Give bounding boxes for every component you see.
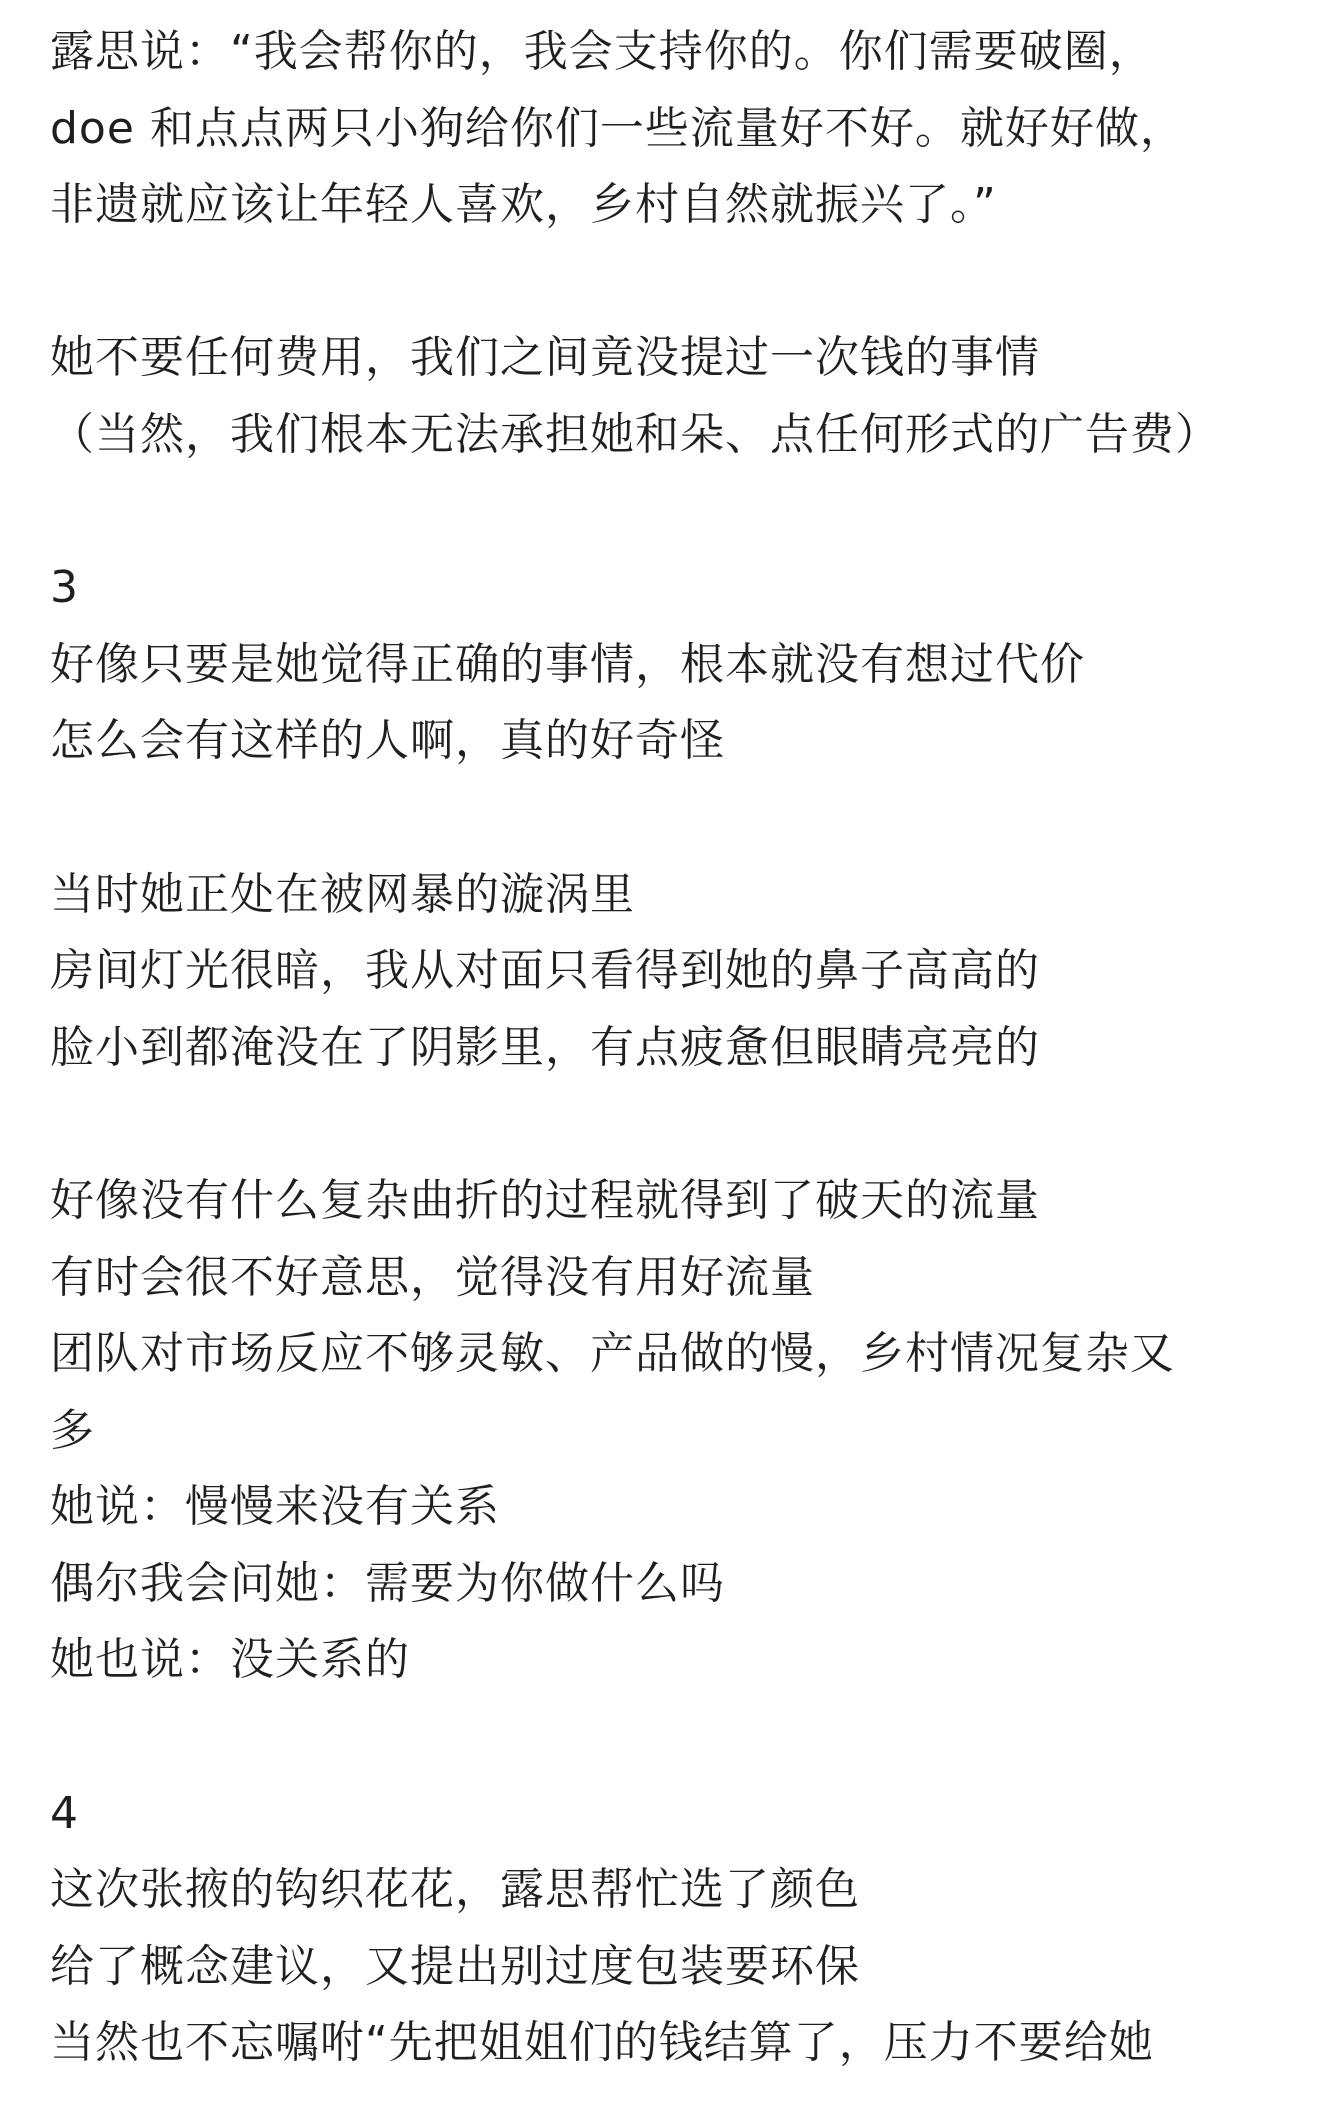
article-body	[50, 14, 1290, 2082]
paragraph-gap	[50, 780, 1290, 857]
text-line: 她说：慢慢来没有关系	[50, 1481, 500, 1533]
text-line: 给了概念建议，又提出别过度包装要环保	[50, 1940, 860, 1992]
text-line: 露思说：“我会帮你的，我会支持你的。你们需要破圈，	[50, 26, 1154, 77]
paragraph-no-fee	[50, 320, 1290, 473]
text-line: 团队对市场反应不够灵敏、产品做的慢，乡村情况复杂又	[50, 1328, 1175, 1380]
text-line: 非遗就应该让年轻人喜欢，乡村自然就振兴了。”	[50, 179, 997, 231]
section-number: 3	[50, 562, 79, 614]
text-line: 这次张掖的钩织花花，露思帮忙选了颜色	[50, 1864, 860, 1916]
text-line: 她不要任何费用，我们之间竟没提过一次钱的事情	[50, 332, 1040, 384]
text-line: 多	[50, 1404, 95, 1456]
text-line: 当然也不忘嘱咐“先把姐姐们的钱结算了，压力不要给她	[50, 2017, 1154, 2069]
paragraph-room	[50, 857, 1290, 1087]
paragraph-gap	[50, 474, 1290, 551]
section-4	[50, 1776, 1290, 2082]
text-line: 有时会很不好意思，觉得没有用好流量	[50, 1251, 815, 1303]
paragraph-quote	[50, 14, 1290, 244]
section-3	[50, 550, 1290, 780]
text-line: 她也说：没关系的	[50, 1634, 410, 1686]
text-line: （当然，我们根本无法承担她和朵、点任何形式的广告费）	[50, 408, 1220, 460]
text-line: 当时她正处在被网暴的漩涡里	[50, 868, 635, 920]
paragraph-gap	[50, 1699, 1290, 1776]
text-line: 偶尔我会问她：需要为你做什么吗	[50, 1557, 725, 1609]
paragraph-traffic	[50, 1163, 1290, 1699]
text-line: 好像没有什么复杂曲折的过程就得到了破天的流量	[50, 1174, 1040, 1226]
paragraph-gap	[50, 244, 1290, 321]
text-line: doe 和点点两只小狗给你们一些流量好不好。就好好做，	[50, 102, 1185, 154]
text-line: 房间灯光很暗，我从对面只看得到她的鼻子高高的	[50, 945, 1040, 997]
paragraph-gap	[50, 1086, 1290, 1163]
text-line: 脸小到都淹没在了阴影里，有点疲惫但眼睛亮亮的	[50, 1021, 1040, 1073]
text-line: 好像只要是她觉得正确的事情，根本就没有想过代价	[50, 638, 1085, 690]
text-line: 怎么会有这样的人啊，真的好奇怪	[50, 715, 725, 767]
section-number: 4	[50, 1787, 79, 1839]
